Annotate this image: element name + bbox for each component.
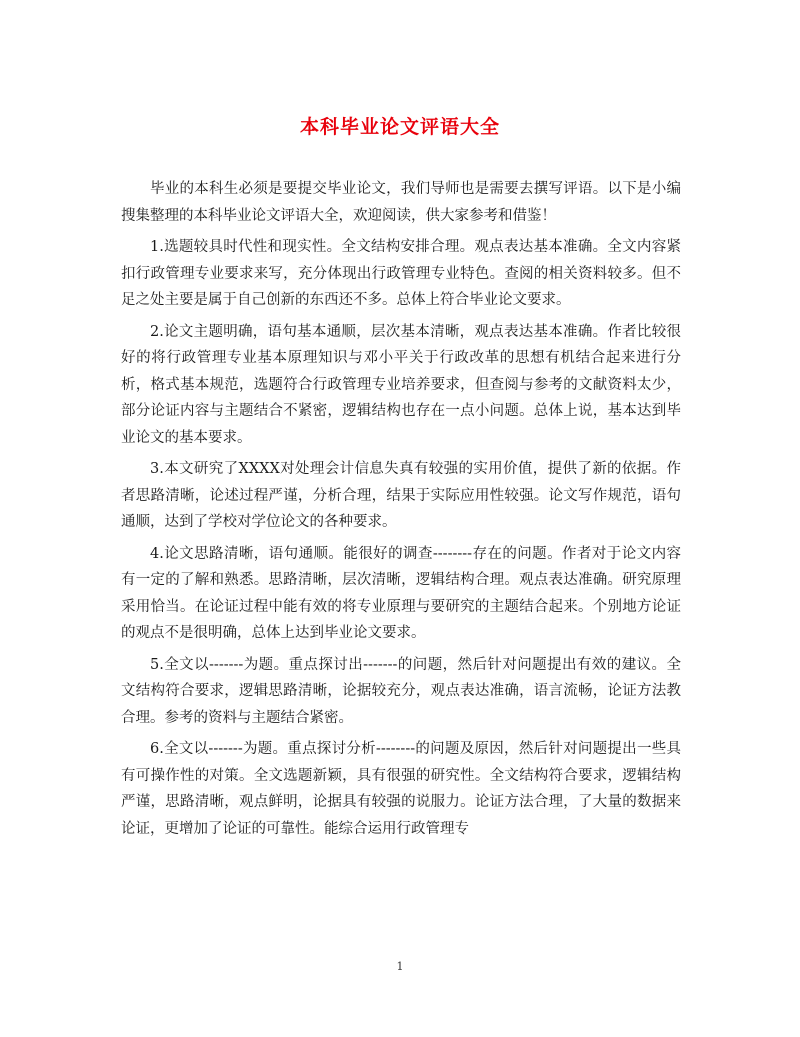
comment-paragraph-5: 5.全文以-------为题。重点探讨出-------的问题，然后针对问题提出有效的建议。全文结构符合要求，逻辑思路清晰，论据较充分，观点表达准确，语言流畅，论证方法教合理。参考的资料与主题结合紧密。 <box>121 656 681 726</box>
intro-paragraph: 毕业的本科生必须是要提交毕业论文，我们导师也是需要去撰写评语。以下是小编搜集整理的本科毕业论文评语大全，欢迎阅读，供大家参考和借鉴！ <box>121 181 681 224</box>
page-number: 1 <box>396 960 404 973</box>
comment-paragraph-4: 4.论文思路清晰，语句通顺。能很好的调查--------存在的问题。作者对于论文内容有一定的了解和熟悉。思路清晰，层次清晰，逻辑结构合理。观点表达准确。研究原理采用恰当。在论证过程中能有效的将专业原理与要研究的主题结合起来。个别地方论证的观点不是很明确，总体上达到毕业论文要求。 <box>121 545 681 641</box>
document-title: 本科毕业论文评语大全 <box>299 116 500 138</box>
comment-paragraph-3: 3.本文研究了XXXX对处理会计信息失真有较强的实用价值，提供了新的依据。作者思路清晰，论述过程严谨，分析合理，结果于实际应用性较强。论文写作规范，语句通顺，达到了学校对学位论文的各种要求。 <box>121 461 681 530</box>
comment-paragraph-6: 6.全文以-------为题。重点探讨分析--------的问题及原因，然后针对问题提出一些具有可操作性的对策。全文选题新颖，具有很强的研究性。全文结构符合要求，逻辑结构严谨，思路清晰，观点鲜明，论据具有较强的说服力。论证方法合理，了大量的数据来论证，更增加了论证的可靠性。能综合运用行政管理专 <box>121 741 681 837</box>
comment-paragraph-1: 1.选题较具时代性和现实性。全文结构安排合理。观点表达基本准确。全文内容紧扣行政管理专业要求来写，充分体现出行政管理专业特色。查阅的相关资料较多。但不足之处主要是属于自己创新的东西还不多。总体上符合毕业论文要求。 <box>121 239 681 308</box>
document-body <box>121 176 681 847</box>
comment-paragraph-2: 2.论文主题明确，语句基本通顺，层次基本清晰，观点表达基本准确。作者比较很好的将行政管理专业基本原理知识与邓小平关于行政改革的思想有机结合起来进行分析，格式基本规范，选题符合行政管理专业培养要求，但查阅与参考的文献资料太少，部分论证内容与主题结合不紧密，逻辑结构也存在一点小问题。总体上说，基本达到毕业论文的基本要求。 <box>121 323 681 446</box>
